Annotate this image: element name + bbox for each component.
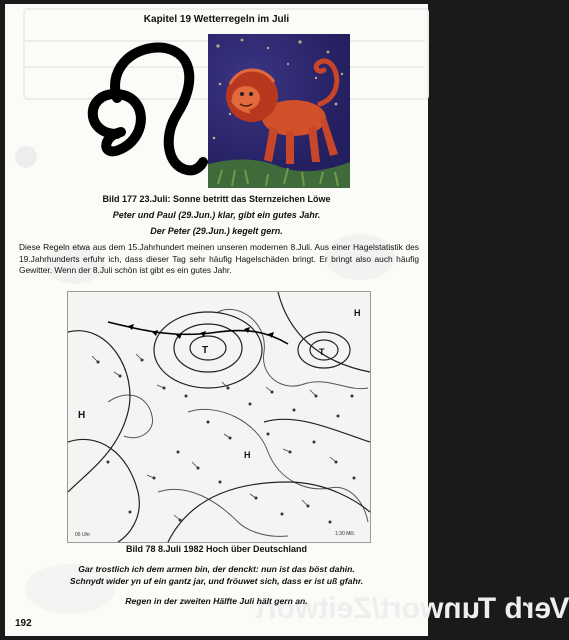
page-number: 192 [15, 618, 32, 629]
leo-zodiac-icon [77, 36, 212, 191]
verse-line-2: Schnydt wider yn uf ein gantz jar, und fröuwet sich, dass er ist uß gfahr. [69, 576, 364, 586]
chapter-title: Kapitel 19 Wetterregeln im Juli [143, 14, 290, 25]
bleed-through-mirrored-text: Verb Tunwort/Zeitwort [255, 592, 569, 625]
closing-weather-rule: Regen in der zweiten Hälfte Juli hält gern an. [125, 596, 308, 606]
map-scale-label: 1:30 Mill. [335, 531, 356, 537]
svg-text:H: H [244, 450, 251, 460]
weather-rule-2: Der Peter (29.Jun.) kegelt gern. [150, 226, 283, 236]
verse-line-1: Gar trostlich ich dem armen bin, der denckt: nun ist das böst dahin. [78, 564, 355, 574]
weather-rule-1: Peter und Paul (29.Jun.) klar, gibt ein gutes Jahr. [112, 210, 321, 220]
svg-text:H: H [78, 410, 86, 421]
figure-177-caption: Bild 177 23.Juli: Sonne betritt das Sternzeichen Löwe [102, 194, 331, 204]
weather-map [67, 291, 371, 543]
svg-text:T: T [202, 345, 209, 356]
bleed-through-circle [15, 146, 37, 168]
map-time-label: 06 Uhr [75, 532, 91, 538]
figure-78-caption: Bild 78 8.Juli 1982 Hoch über Deutschland [125, 544, 308, 554]
svg-text:T: T [319, 347, 325, 357]
book-page [5, 4, 569, 636]
svg-text:H: H [354, 308, 361, 318]
body-paragraph: Diese Regeln etwa aus dem 15.Jahrhundert meinen unseren modernen 8.Juli. Aus einer Hagelstatistik des 19.Jahrhunderts erfuhr ich, dass dieser Tag sehr häufig Hagelschäden bringt. Er bringt also auch häufig Gewitter. Wenn der 8.Juli schön ist gibt es ein gutes Jahr. [19, 242, 419, 275]
lion-illustration [208, 34, 350, 188]
